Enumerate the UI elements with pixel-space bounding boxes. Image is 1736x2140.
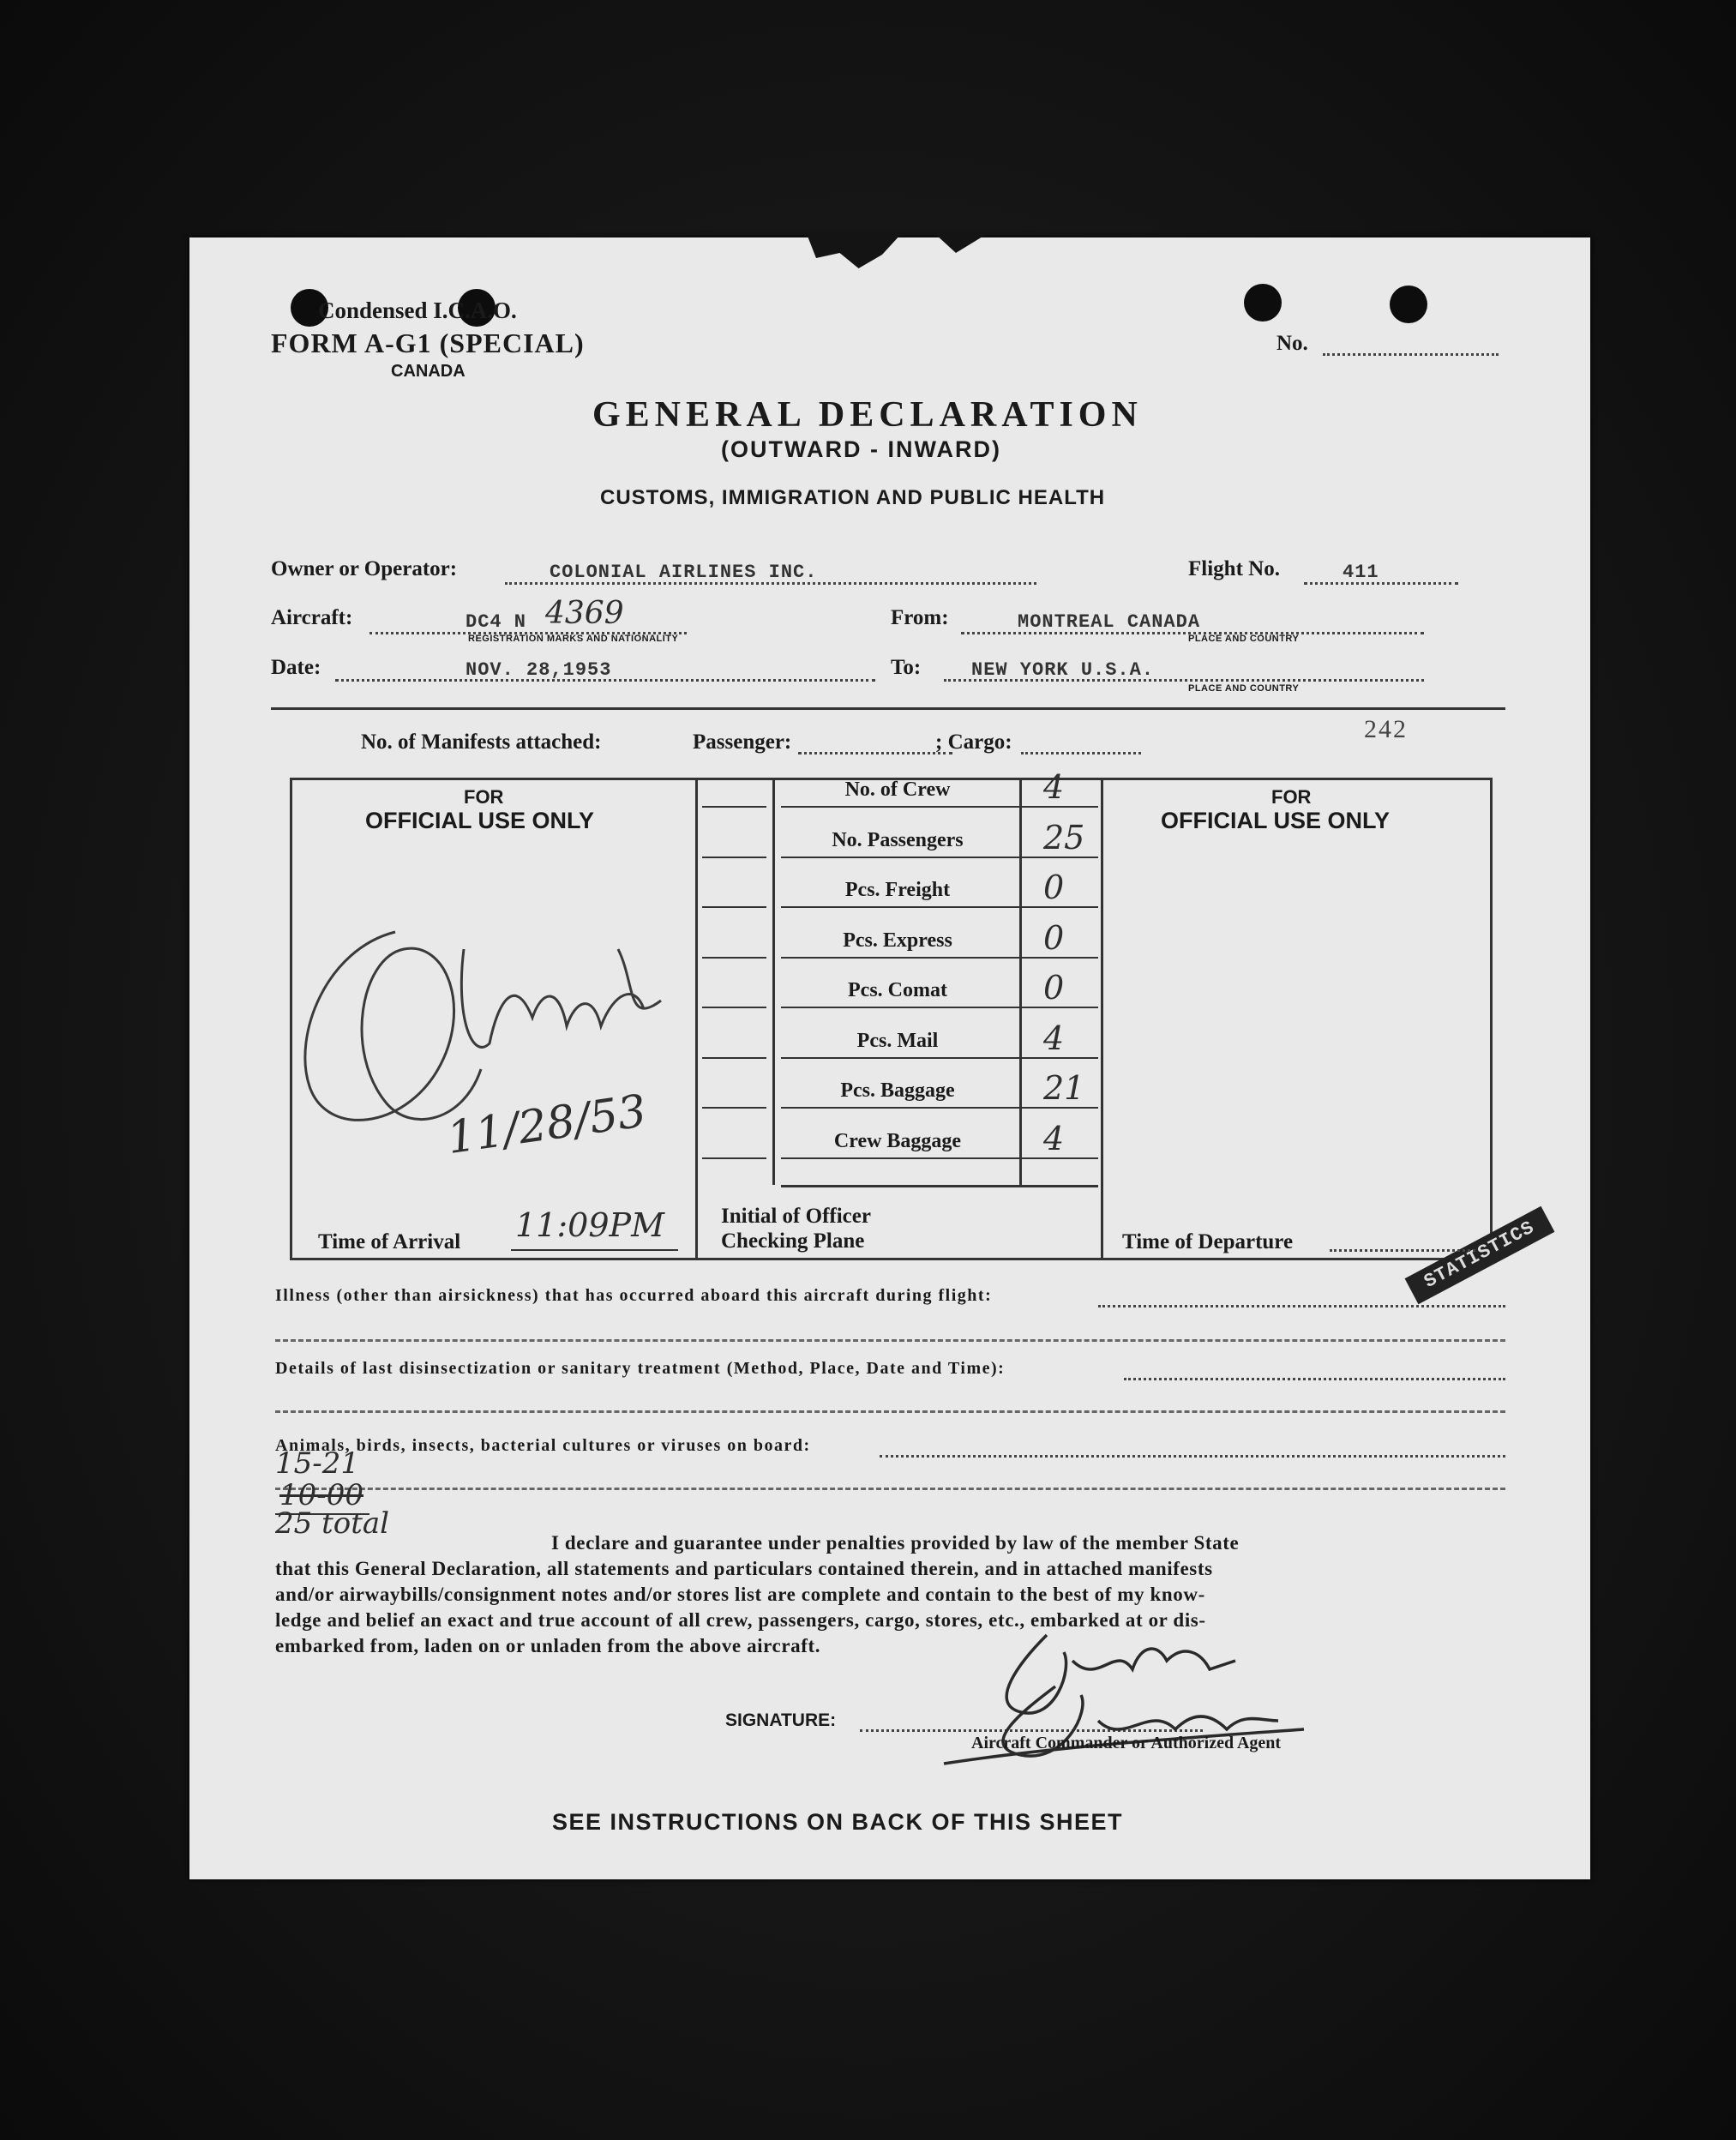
document-no-line bbox=[1323, 353, 1499, 356]
flight-value: 411 bbox=[1343, 562, 1379, 583]
count-row-line bbox=[781, 906, 1098, 908]
punch-hole-right-1 bbox=[1244, 284, 1282, 322]
count-value: 21 bbox=[1043, 1069, 1085, 1107]
count-label: Pcs. Express bbox=[843, 929, 952, 952]
count-value: 0 bbox=[1043, 919, 1065, 957]
count-row-line bbox=[781, 1007, 1098, 1008]
animals-label: Animals, birds, insects, bacterial cultures or viruses on board: bbox=[275, 1436, 811, 1455]
declaration-line-1: I declare and guarantee under penalties provided by law of the member State bbox=[551, 1532, 1240, 1554]
count-value: 4 bbox=[1043, 768, 1065, 806]
hand-note-2: 10-00 bbox=[279, 1478, 364, 1512]
time-of-arrival-label: Time of Arrival bbox=[318, 1230, 461, 1253]
cargo-manifest-line bbox=[1021, 752, 1141, 754]
count-row-line bbox=[781, 857, 1098, 858]
count-label: Pcs. Mail bbox=[856, 1030, 939, 1052]
officer-initial-label-2: Checking Plane bbox=[721, 1229, 865, 1253]
animals-line-2 bbox=[275, 1488, 1505, 1490]
commander-signature bbox=[927, 1609, 1373, 1781]
flight-label: Flight No. bbox=[1188, 557, 1280, 580]
cargo-manifest-label: ; Cargo: bbox=[935, 730, 1012, 754]
officer-initial-line bbox=[702, 906, 766, 908]
official-date-handwritten: 11/28/53 bbox=[443, 1085, 650, 1164]
declaration-line-2: that this General Declaration, all statements and particulars contained therein, and in attached manifests bbox=[275, 1558, 1213, 1579]
arrival-line bbox=[511, 1249, 678, 1251]
official-left-for: FOR bbox=[464, 786, 504, 808]
departure-line bbox=[1330, 1249, 1475, 1252]
footer-instructions: SEE INSTRUCTIONS ON BACK OF THIS SHEET bbox=[552, 1809, 1124, 1835]
statistics-stamp: STATISTICS bbox=[1405, 1206, 1555, 1305]
table-divider-inner bbox=[772, 778, 775, 1185]
date-value: NOV. 28,1953 bbox=[466, 659, 612, 681]
count-label: Pcs. Baggage bbox=[840, 1079, 955, 1102]
manifests-label: No. of Manifests attached: bbox=[361, 730, 602, 754]
form-header-condensed: Condensed I.C.A.O. bbox=[318, 298, 517, 323]
table-divider-values bbox=[1019, 778, 1022, 1185]
hand-note-3: 25 total bbox=[275, 1506, 390, 1541]
table-divider-right bbox=[1101, 778, 1103, 1260]
count-value: 4 bbox=[1043, 1019, 1065, 1057]
officer-initial-line bbox=[702, 1107, 766, 1109]
document-no-label: No. bbox=[1276, 332, 1308, 355]
form-number: FORM A-G1 (SPECIAL) bbox=[271, 328, 585, 358]
count-label: No. of Crew bbox=[844, 778, 951, 801]
header-divider bbox=[271, 707, 1505, 710]
count-label: Pcs. Freight bbox=[844, 879, 951, 901]
officer-initial-line bbox=[702, 1157, 766, 1159]
disinsectization-line-2 bbox=[275, 1410, 1505, 1413]
count-row-line bbox=[781, 957, 1098, 959]
animals-line-1 bbox=[880, 1455, 1505, 1458]
count-label: No. Passengers bbox=[832, 829, 964, 851]
owner-label: Owner or Operator: bbox=[271, 557, 458, 580]
officer-initial-line bbox=[702, 1007, 766, 1008]
table-right-border bbox=[1490, 778, 1493, 1260]
declaration-line-5: embarked from, laden on or unladen from the above aircraft. bbox=[275, 1635, 821, 1656]
passenger-manifest-label: Passenger: bbox=[693, 730, 792, 754]
from-label: From: bbox=[891, 606, 949, 629]
to-caption: PLACE AND COUNTRY bbox=[1188, 683, 1300, 694]
official-right-for: FOR bbox=[1271, 786, 1312, 808]
flight-line bbox=[1304, 582, 1458, 585]
form-title: GENERAL DECLARATION bbox=[592, 395, 1143, 435]
aircraft-value: DC4 N bbox=[466, 611, 527, 633]
count-row-line bbox=[781, 806, 1098, 808]
officer-initial-line bbox=[702, 806, 766, 808]
form-subtitle: (OUTWARD - INWARD) bbox=[721, 436, 1001, 462]
illness-line-1 bbox=[1098, 1305, 1505, 1307]
disinsectization-label: Details of last disinsectization or sanitary treatment (Method, Place, Date and Time): bbox=[275, 1359, 1006, 1378]
declaration-line-4: ledge and belief an exact and true account of all crew, passengers, cargo, stores, etc., embarked at or dis- bbox=[275, 1609, 1206, 1631]
signature-label: SIGNATURE: bbox=[725, 1710, 837, 1730]
count-value: 0 bbox=[1043, 969, 1065, 1007]
owner-value: COLONIAL AIRLINES INC. bbox=[550, 562, 818, 583]
to-label: To: bbox=[891, 656, 922, 679]
passenger-manifest-line bbox=[798, 752, 952, 754]
declaration-line-3: and/or airwaybills/consignment notes and/or stores list are complete and contain to the best of my know- bbox=[275, 1584, 1205, 1605]
count-row-line bbox=[781, 1157, 1098, 1159]
date-label: Date: bbox=[271, 656, 321, 679]
torn-paper-edge bbox=[807, 234, 901, 268]
from-value: MONTREAL CANADA bbox=[1018, 611, 1201, 633]
manifest-number: 242 bbox=[1364, 715, 1408, 743]
count-row-line bbox=[781, 1057, 1098, 1059]
count-label: Crew Baggage bbox=[833, 1130, 962, 1152]
count-row-line bbox=[781, 1107, 1098, 1109]
punch-hole-right-2 bbox=[1390, 286, 1427, 323]
time-of-departure-label: Time of Departure bbox=[1122, 1230, 1294, 1253]
time-of-arrival-value: 11:09PM bbox=[515, 1206, 664, 1244]
official-right-title: OFFICIAL USE ONLY bbox=[1161, 808, 1391, 833]
count-label: Pcs. Comat bbox=[848, 979, 947, 1001]
form-country: CANADA bbox=[391, 362, 466, 381]
hand-note-1: 15-21 bbox=[275, 1446, 360, 1481]
illness-line-2 bbox=[275, 1339, 1505, 1342]
aircraft-label: Aircraft: bbox=[271, 606, 353, 629]
illness-label: Illness (other than airsickness) that has occurred aboard this aircraft during flight: bbox=[275, 1286, 993, 1305]
officer-initial-line bbox=[702, 1057, 766, 1059]
count-value: 25 bbox=[1043, 819, 1085, 857]
torn-paper-edge-2 bbox=[935, 234, 987, 253]
to-value: NEW YORK U.S.A. bbox=[971, 659, 1155, 681]
form-section: CUSTOMS, IMMIGRATION AND PUBLIC HEALTH bbox=[600, 486, 1106, 509]
counts-bottom-line bbox=[781, 1185, 1098, 1187]
officer-initial-label-1: Initial of Officer bbox=[721, 1205, 871, 1228]
count-value: 0 bbox=[1043, 869, 1065, 906]
aircraft-registration-handwritten: 4369 bbox=[545, 596, 624, 631]
official-left-title: OFFICIAL USE ONLY bbox=[365, 808, 595, 833]
general-declaration-form bbox=[189, 237, 1590, 1879]
table-bottom-border bbox=[290, 1258, 1493, 1260]
aircraft-caption: REGISTRATION MARKS AND NATIONALITY bbox=[468, 634, 679, 644]
officer-initial-line bbox=[702, 957, 766, 959]
count-value: 4 bbox=[1043, 1120, 1065, 1157]
disinsectization-line-1 bbox=[1124, 1378, 1505, 1380]
from-caption: PLACE AND COUNTRY bbox=[1188, 634, 1300, 644]
signature-caption: Aircraft Commander or Authorized Agent bbox=[971, 1734, 1282, 1752]
officer-initial-line bbox=[702, 857, 766, 858]
